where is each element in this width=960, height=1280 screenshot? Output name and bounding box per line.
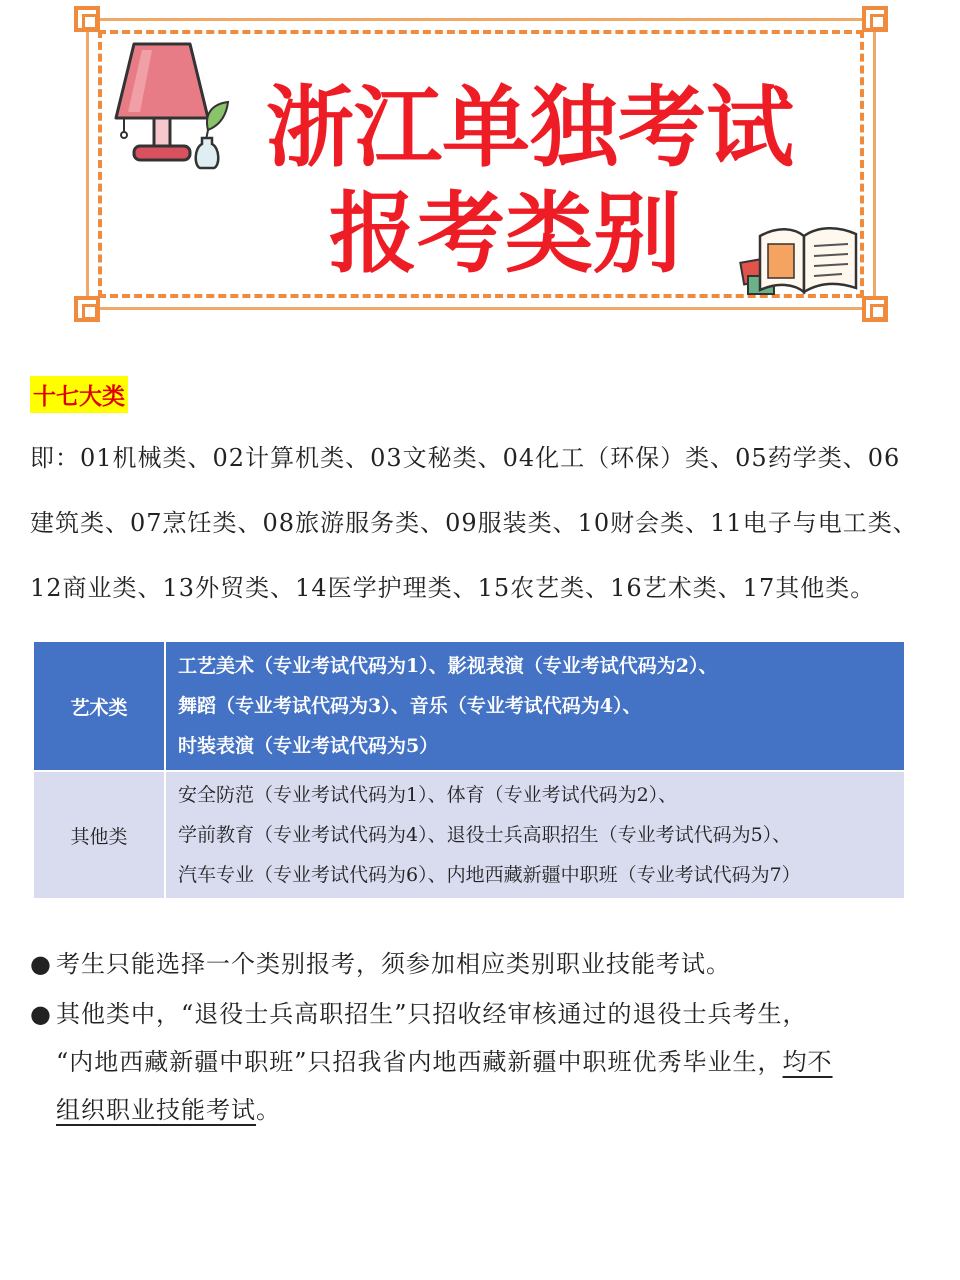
table-row	[33, 641, 905, 771]
table-description-line: 舞蹈（专业考试代码为3）、音乐（专业考试代码为4）、	[178, 695, 642, 717]
notes-section	[30, 940, 930, 1134]
frame-corner-bottom-right	[862, 296, 888, 322]
table-category-cell: 其他类	[33, 771, 165, 899]
page-title-line2: 报考类别	[328, 182, 681, 285]
note-line	[56, 1038, 930, 1086]
table-description-line: 汽车专业（专业考试代码为6）、内地西藏新疆中职班（专业考试代码为7）	[178, 864, 801, 886]
table-row	[33, 771, 905, 899]
frame-corner-bottom-left	[74, 296, 100, 322]
category-table	[32, 640, 906, 900]
frame-corner-top-right	[862, 6, 888, 32]
vase-icon	[188, 100, 234, 172]
intro-line: 12商业类、13外贸类、14医学护理类、15农艺类、16艺术类、17其他类。	[30, 574, 876, 602]
intro-line: 即：01机械类、02计算机类、03文秘类、04化工（环保）类、05药学类、06	[30, 444, 901, 472]
note-underlined-text: 组织职业技能考试	[56, 1096, 256, 1124]
table-description-line: 时装表演（专业考试代码为5）	[178, 735, 439, 757]
frame-corner-top-left	[74, 6, 100, 32]
note-item	[30, 990, 930, 1134]
table-description-line: 安全防范（专业考试代码为1）、体育（专业考试代码为2）、	[178, 784, 678, 806]
table-description-cell	[165, 641, 905, 771]
table-category-cell: 艺术类	[33, 641, 165, 771]
table-description-line: 学前教育（专业考试代码为4）、退役士兵高职招生（专业考试代码为5）、	[178, 824, 792, 846]
note-text: 。	[256, 1096, 281, 1124]
table-description-line: 工艺美术（专业考试代码为1）、影视表演（专业考试代码为2）、	[178, 655, 718, 677]
category-count-highlight: 十七大类	[30, 376, 128, 413]
intro-line: 建筑类、07烹饪类、08旅游服务类、09服装类、10财会类、11电子与电工类、	[30, 509, 918, 537]
bullet-icon: ●	[30, 950, 52, 978]
note-underlined-text: 均不	[782, 1048, 833, 1076]
note-item	[30, 940, 930, 988]
intro-paragraph	[30, 426, 940, 621]
note-text: “内地西藏新疆中职班”只招我省内地西藏新疆中职班优秀毕业生，	[56, 1048, 783, 1076]
note-line	[56, 1086, 930, 1134]
bullet-icon: ●	[30, 1000, 52, 1028]
table-description-cell	[165, 771, 905, 899]
page-title-line1: 浙江单独考试	[265, 76, 794, 179]
note-line: 其他类中，“退役士兵高职招生”只招收经审核通过的退役士兵考生，	[56, 1000, 808, 1028]
note-line: 考生只能选择一个类别报考，须参加相应类别职业技能考试。	[56, 950, 731, 978]
